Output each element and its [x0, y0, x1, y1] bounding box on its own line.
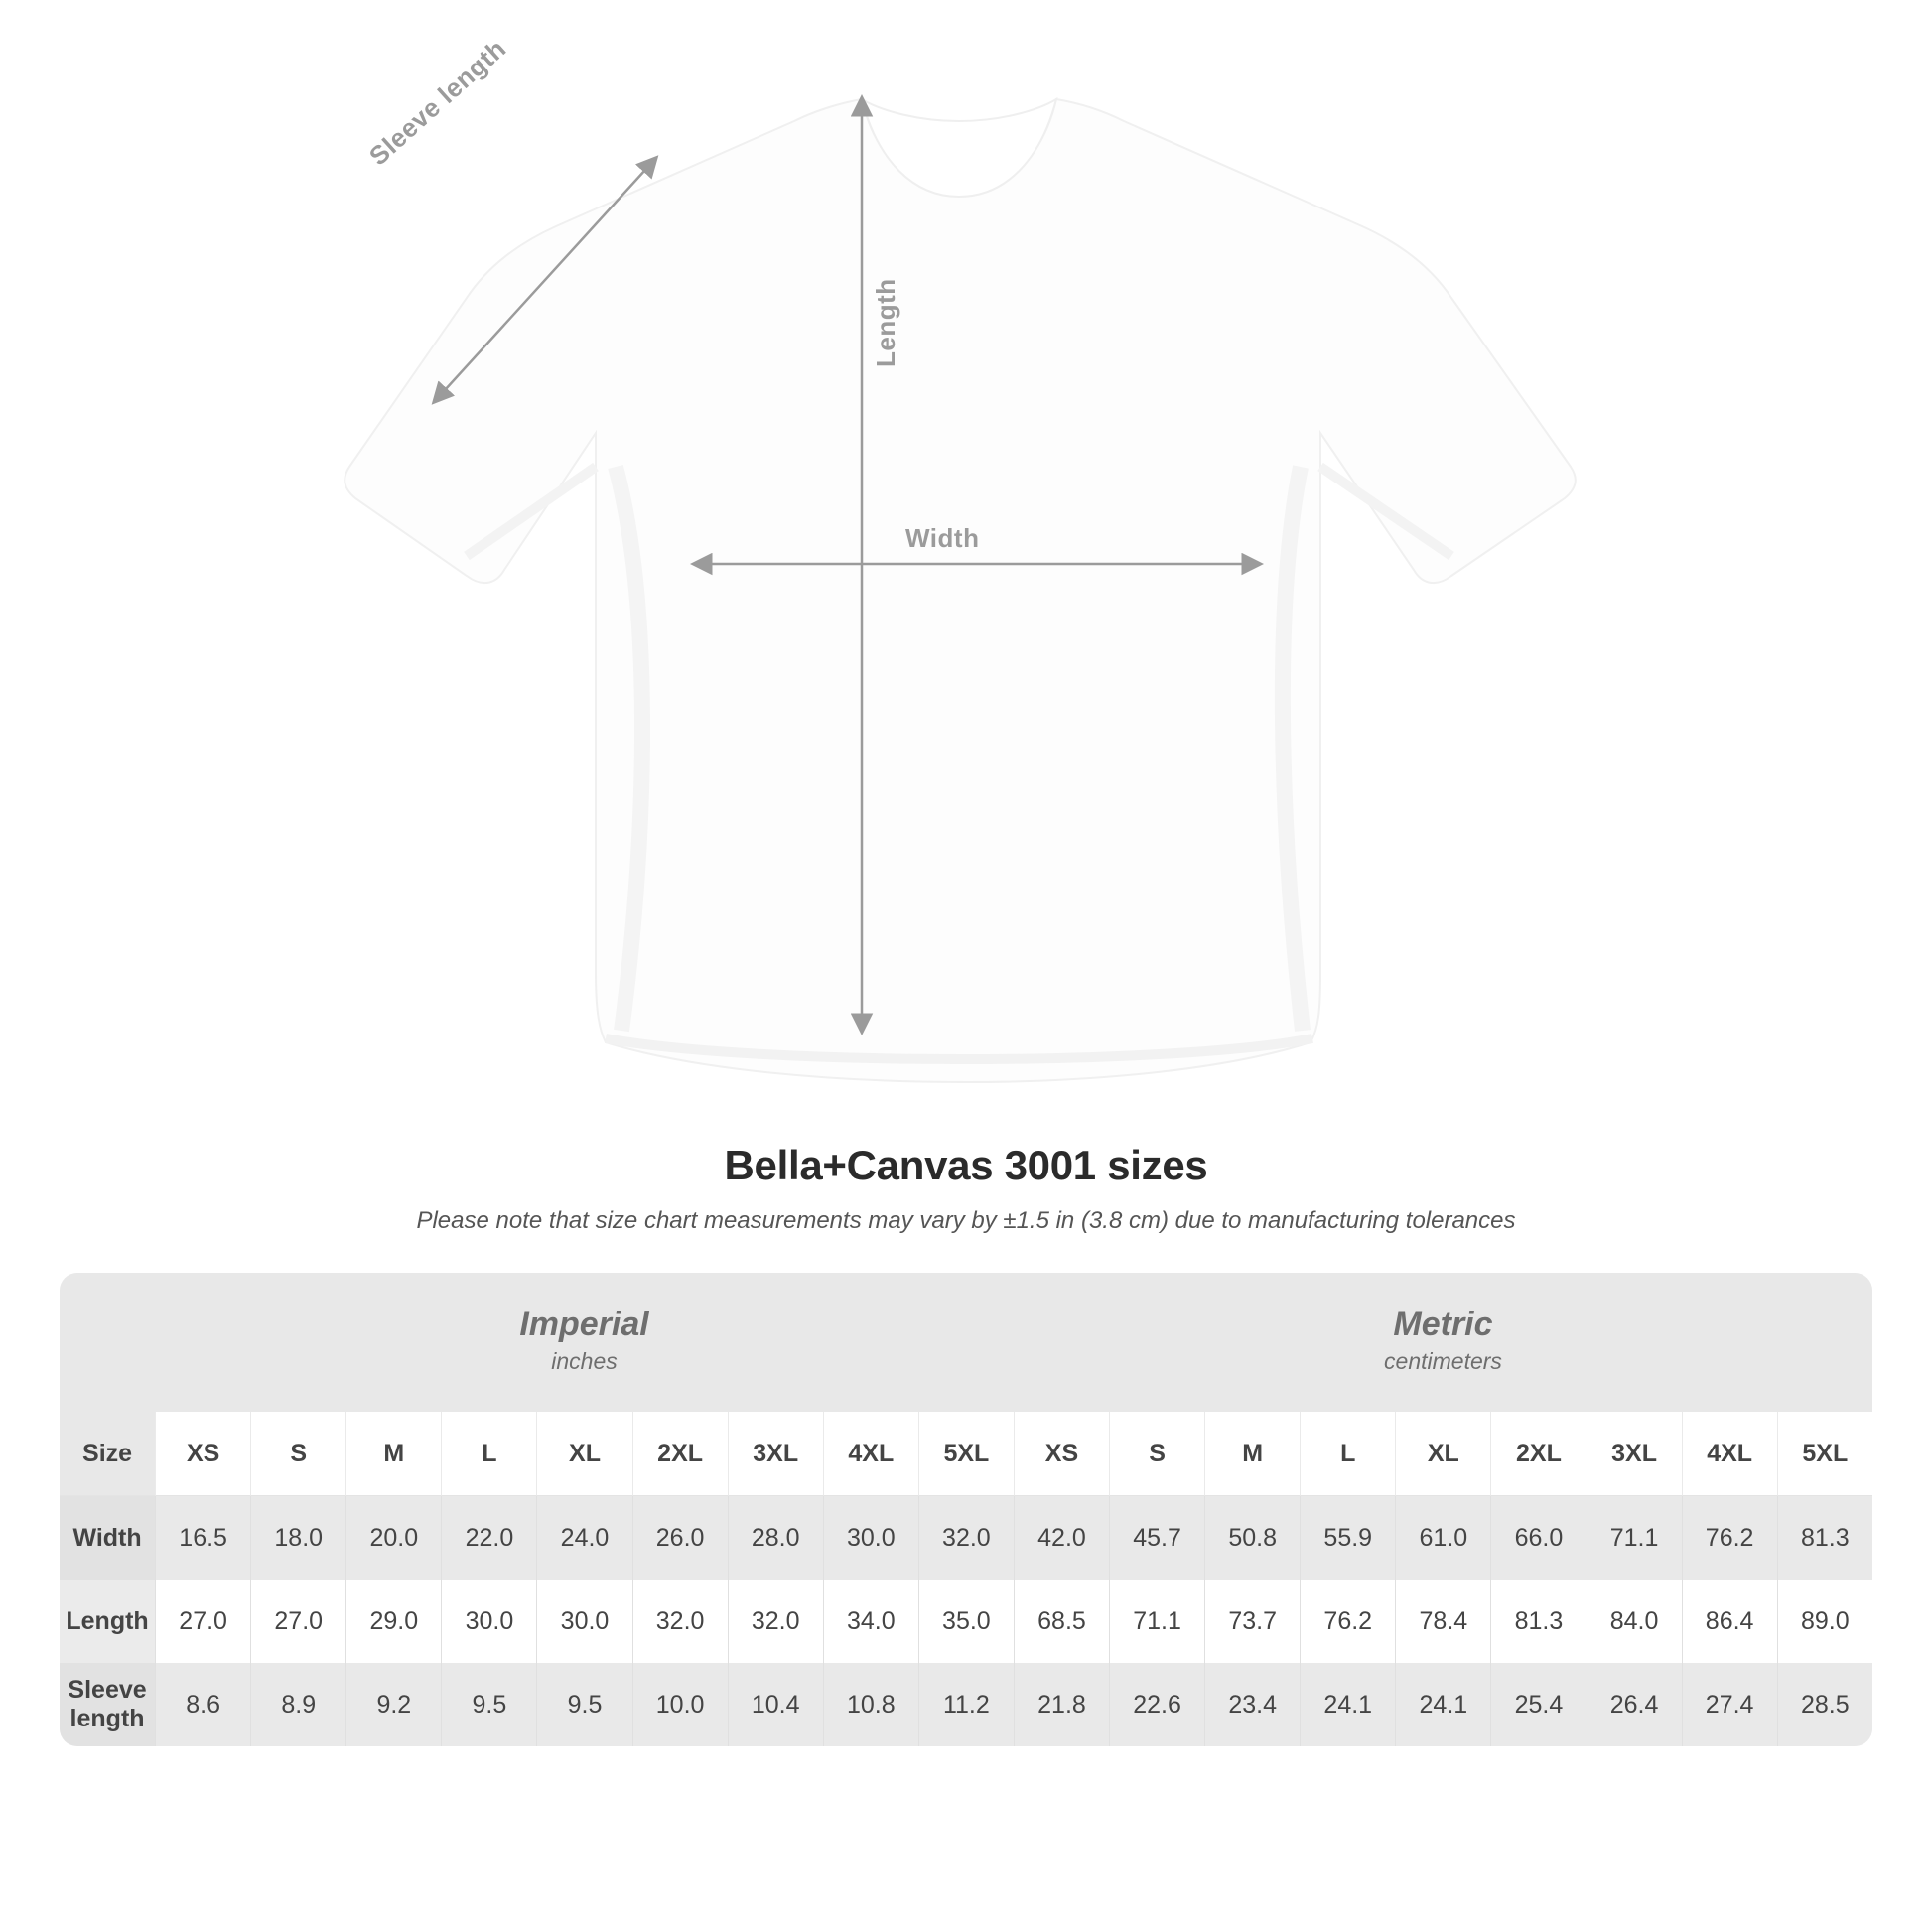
- unit-group-metric: [1014, 1273, 1872, 1412]
- cell-sleeve: 11.2: [918, 1663, 1014, 1746]
- cell-sleeve: 8.6: [155, 1663, 250, 1746]
- unit-sub-metric: centimeters: [1384, 1348, 1502, 1375]
- cell-width: 81.3: [1777, 1496, 1872, 1580]
- size-header-cell: 5XL: [918, 1412, 1014, 1496]
- unit-header-row: [60, 1273, 1872, 1412]
- cell-sleeve: 10.8: [823, 1663, 918, 1746]
- cell-sleeve: 9.5: [441, 1663, 536, 1746]
- cell-sleeve: 27.4: [1682, 1663, 1777, 1746]
- cell-length: 86.4: [1682, 1580, 1777, 1663]
- cell-length: 73.7: [1204, 1580, 1300, 1663]
- size-header-cell: 3XL: [1587, 1412, 1682, 1496]
- cell-length: 89.0: [1777, 1580, 1872, 1663]
- size-header-cell: 2XL: [1490, 1412, 1586, 1496]
- size-header-cell: M: [1204, 1412, 1300, 1496]
- table-row: [60, 1496, 1872, 1580]
- cell-width: 28.0: [728, 1496, 823, 1580]
- row-label-width: Width: [60, 1496, 155, 1580]
- table-row: [60, 1580, 1872, 1663]
- size-header-cell: M: [345, 1412, 441, 1496]
- unit-group-imperial: [155, 1273, 1014, 1412]
- cell-sleeve: 8.9: [250, 1663, 345, 1746]
- size-header-cell: 3XL: [728, 1412, 823, 1496]
- cell-length: 30.0: [536, 1580, 631, 1663]
- cell-width: 32.0: [918, 1496, 1014, 1580]
- size-header-cell: XL: [536, 1412, 631, 1496]
- cell-length: 27.0: [250, 1580, 345, 1663]
- size-header-cell: 4XL: [1682, 1412, 1777, 1496]
- size-header-cell: 5XL: [1777, 1412, 1872, 1496]
- cell-sleeve: 22.6: [1109, 1663, 1204, 1746]
- table-row: [60, 1663, 1872, 1746]
- cell-sleeve: 23.4: [1204, 1663, 1300, 1746]
- cell-length: 78.4: [1395, 1580, 1490, 1663]
- length-label: Length: [871, 278, 900, 367]
- cell-width: 30.0: [823, 1496, 918, 1580]
- cell-width: 76.2: [1682, 1496, 1777, 1580]
- cell-length: 68.5: [1014, 1580, 1109, 1663]
- size-header-cell: XS: [1014, 1412, 1109, 1496]
- width-label: Width: [905, 523, 980, 553]
- cell-width: 18.0: [250, 1496, 345, 1580]
- shirt-shape: [345, 99, 1576, 1082]
- cell-length: 30.0: [441, 1580, 536, 1663]
- cell-length: 81.3: [1490, 1580, 1586, 1663]
- cell-sleeve: 24.1: [1395, 1663, 1490, 1746]
- measurement-note: Please note that size chart measurements may vary by ±1.5 in (3.8 cm) due to manufacturing tolerances: [416, 1207, 1516, 1234]
- unit-name-metric: Metric: [1393, 1306, 1493, 1344]
- cell-sleeve: 25.4: [1490, 1663, 1586, 1746]
- cell-length: 34.0: [823, 1580, 918, 1663]
- size-header-cell: S: [250, 1412, 345, 1496]
- cell-sleeve: 9.2: [345, 1663, 441, 1746]
- cell-length: 71.1: [1109, 1580, 1204, 1663]
- cell-length: 29.0: [345, 1580, 441, 1663]
- cell-width: 71.1: [1587, 1496, 1682, 1580]
- row-label-sleeve-length: Sleeve length: [60, 1663, 155, 1746]
- cell-length: 27.0: [155, 1580, 250, 1663]
- size-table-wrapper: [60, 1273, 1872, 1746]
- size-header-cell: L: [441, 1412, 536, 1496]
- unit-sub-imperial: inches: [551, 1348, 618, 1375]
- size-column-label: Size: [60, 1412, 155, 1496]
- cell-length: 32.0: [632, 1580, 728, 1663]
- cell-length: 84.0: [1587, 1580, 1682, 1663]
- cell-length: 35.0: [918, 1580, 1014, 1663]
- size-header-cell: XS: [155, 1412, 250, 1496]
- cell-width: 45.7: [1109, 1496, 1204, 1580]
- cell-sleeve: 9.5: [536, 1663, 631, 1746]
- size-header-cell: S: [1109, 1412, 1204, 1496]
- cell-sleeve: 26.4: [1587, 1663, 1682, 1746]
- cell-width: 16.5: [155, 1496, 250, 1580]
- cell-sleeve: 21.8: [1014, 1663, 1109, 1746]
- size-header-cell: 4XL: [823, 1412, 918, 1496]
- unit-name-imperial: Imperial: [519, 1306, 649, 1344]
- cell-width: 22.0: [441, 1496, 536, 1580]
- cell-length: 32.0: [728, 1580, 823, 1663]
- cell-sleeve: 10.0: [632, 1663, 728, 1746]
- title-block: [0, 1142, 1932, 1235]
- cell-width: 24.0: [536, 1496, 631, 1580]
- size-header-cell: L: [1300, 1412, 1395, 1496]
- cell-width: 26.0: [632, 1496, 728, 1580]
- size-table: [60, 1273, 1872, 1746]
- sleeve-length-label: Sleeve length: [363, 33, 512, 172]
- row-label-length: Length: [60, 1580, 155, 1663]
- cell-sleeve: 28.5: [1777, 1663, 1872, 1746]
- cell-length: 76.2: [1300, 1580, 1395, 1663]
- page-title: Bella+Canvas 3001 sizes: [724, 1142, 1208, 1188]
- cell-width: 42.0: [1014, 1496, 1109, 1580]
- cell-width: 20.0: [345, 1496, 441, 1580]
- cell-sleeve: 10.4: [728, 1663, 823, 1746]
- cell-width: 61.0: [1395, 1496, 1490, 1580]
- cell-width: 55.9: [1300, 1496, 1395, 1580]
- cell-width: 66.0: [1490, 1496, 1586, 1580]
- size-header-row: [60, 1412, 1872, 1496]
- size-header-cell: 2XL: [632, 1412, 728, 1496]
- size-header-cell: XL: [1395, 1412, 1490, 1496]
- cell-sleeve: 24.1: [1300, 1663, 1395, 1746]
- unit-header-spacer: [60, 1273, 155, 1412]
- cell-width: 50.8: [1204, 1496, 1300, 1580]
